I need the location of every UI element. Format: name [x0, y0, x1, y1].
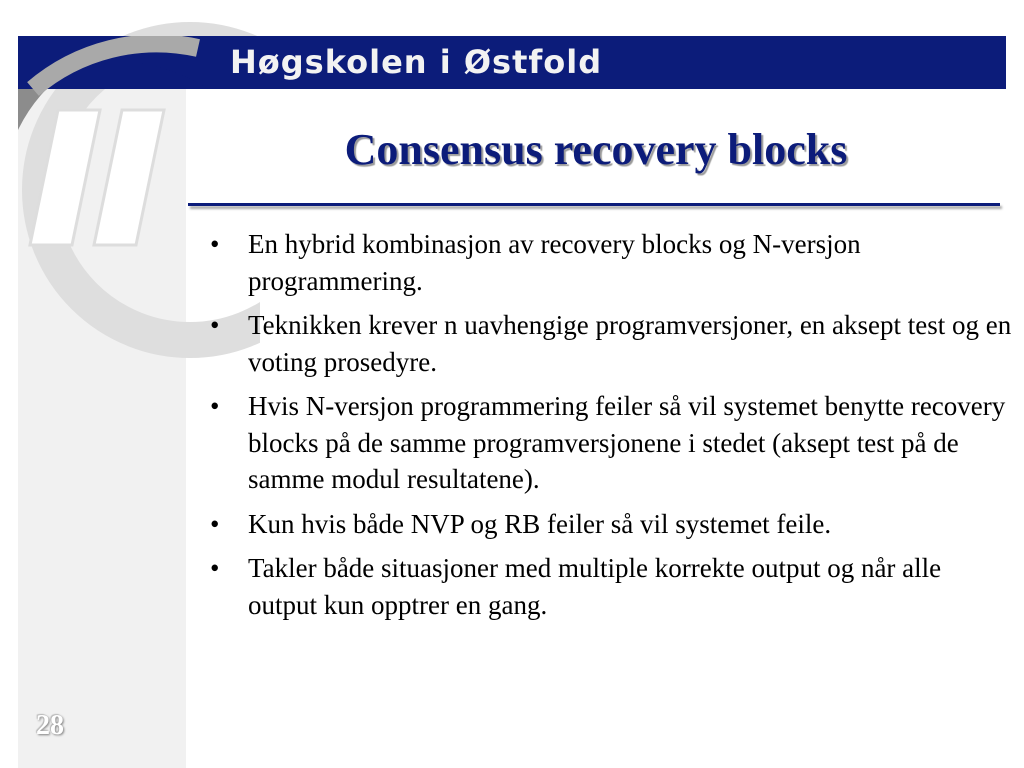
bullet-text: Takler både situasjoner med multiple korrekte output og når alle output kun opptrer en gang. — [248, 553, 942, 620]
list-item — [206, 550, 1016, 623]
bullet-dot-icon: • — [210, 310, 220, 340]
list-item — [206, 388, 1016, 498]
bullet-text: Teknikken krever n uavhengige programversjoner, en aksept test og en voting prosedyre. — [248, 310, 1012, 377]
list-item — [206, 506, 1016, 543]
bullet-list — [206, 226, 1016, 631]
slide-title: Consensus recovery blocks — [344, 125, 848, 174]
bullet-text: Hvis N-versjon programmering feiler så vil systemet benytte recovery blocks på de samme programversjonene i stedet (aksept test på de samme modul resultatene). — [248, 391, 1006, 494]
institution-name: Høgskolen i Østfold — [230, 43, 603, 81]
bullet-dot-icon: • — [210, 229, 220, 259]
bullet-dot-icon: • — [210, 391, 220, 421]
list-item — [206, 226, 1016, 299]
bullet-text: Kun hvis både NVP og RB feiler så vil systemet feile. — [248, 508, 832, 539]
bullet-dot-icon: • — [210, 508, 220, 539]
bullet-dot-icon: • — [210, 553, 220, 583]
title-underline — [188, 203, 1000, 206]
page-number: 28 — [36, 710, 64, 741]
bullet-text: En hybrid kombinasjon av recovery blocks og N-versjon programmering. — [248, 229, 861, 296]
list-item — [206, 307, 1016, 380]
